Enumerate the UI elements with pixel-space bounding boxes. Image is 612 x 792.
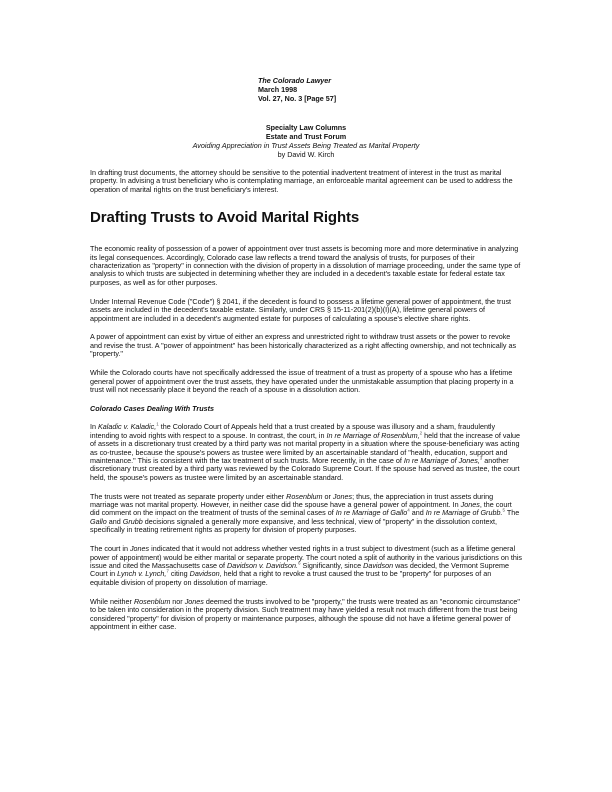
text: In xyxy=(90,422,98,432)
paragraph-8 xyxy=(90,598,522,632)
issue-date: March 1998 xyxy=(258,85,298,94)
paragraph-6 xyxy=(90,493,522,535)
text: the Colorado Court of Appeals held that a trust created by a spouse was illusory and a sham, fraudulently intending to avoid rights with respect to a spouse. In contrast, the court, in xyxy=(90,422,496,440)
publication-name: The Colorado Lawyer xyxy=(258,76,332,85)
paragraph-5 xyxy=(90,423,522,482)
footnote-ref[interactable]: 3 xyxy=(479,455,483,461)
text: and xyxy=(409,508,426,518)
case-citation: Kaladic v. Kaladic, xyxy=(98,422,157,432)
article-title: Drafting Trusts to Avoid Marital Rights xyxy=(90,209,360,227)
paragraph-2: Under Internal Revenue Code ("Code") § 2041, if the decedent is found to possess a lifetime general power of appointment, the trust assets are included in the decedent's taxable estate. Similarly, under CRS § 15-11-201(2)(b)(I)(A), lifetime general powers of appointment are included in a decedent's augmented estate for purposes of calculating a spouse's elective share rights. xyxy=(90,296,512,323)
text: indicated that it would not address whether vested rights in a trust subject to divestment (such as a lifetime general power of appointment) would be either marital or separate property. The court noted a split of authority in the various jurisdictions on this issue and cited the Massachusetts case of xyxy=(90,544,523,570)
text: ; thus, the appreciation in trust assets during marriage was not marital property. However, in neither case did the spouse have a general power of appointment. In xyxy=(90,491,494,510)
case-citation: Grubb xyxy=(122,516,143,526)
forum-name: Estate and Trust Forum xyxy=(265,132,347,141)
section-name: Specialty Law Columns xyxy=(265,123,347,132)
case-citation: Davidson xyxy=(363,561,394,570)
case-citation: Jones xyxy=(332,491,353,501)
text: another discretionary trust created by a third party was reviewed by the Colorado Supreme Court. If the spouse had served as trustee, the court held, the spouse's powers as trustee were limited by an ascertainable standard. xyxy=(90,455,520,482)
case-citation: Lynch v. Lynch, xyxy=(117,569,167,579)
case-citation: Jones xyxy=(184,596,204,606)
case-citation: Gallo xyxy=(90,516,107,526)
case-citation: In re Marriage of Gallo xyxy=(335,508,408,518)
case-citation: In re Marriage of Grubb. xyxy=(425,508,503,518)
text: and xyxy=(106,516,123,526)
footnote-ref[interactable]: 1 xyxy=(156,421,159,427)
article-subtitle: Avoiding Appreciation in Trust Assets Being Treated as Marital Property xyxy=(192,141,420,150)
text: nor xyxy=(170,596,185,606)
section-heading: Colorado Cases Dealing With Trusts xyxy=(90,403,215,413)
article-body xyxy=(90,169,522,642)
text: The xyxy=(504,508,520,518)
footnote-ref[interactable]: 2 xyxy=(419,430,423,436)
text: The court in xyxy=(90,544,130,554)
text: was decided, the Vermont Supreme Court in xyxy=(90,561,509,579)
intro-paragraph: In drafting trust documents, the attorney should be sensitive to the potential inadvertent treatment of interest in the trust as marital property. In advising a trust beneficiary who is contemplating marriage, an enforceable marital agreement can be used to address the operation of marital rights on the trust beneficiary's interest. xyxy=(90,168,513,194)
footnote-ref[interactable]: 6 xyxy=(298,560,301,566)
case-citation: In re Marriage of Rosenblum, xyxy=(326,430,420,440)
text: The trusts were not treated as separate property under either xyxy=(90,491,287,501)
text: held that the increase of value of assets in a discretionary trust created by a third party was not marital property in a situation where the spouse-beneficiary was acting as co-trustee, because the spouse's powers as trustee were limited by an ascertainable standard of "health, education, support and maintenance." This is consistent with the tax treatment of such trusts. More recently, in the case of xyxy=(90,430,521,465)
footnote-ref[interactable]: 7 xyxy=(166,569,169,575)
case-citation: Rosenblum xyxy=(286,491,323,501)
text: citing xyxy=(168,569,190,579)
text: Significantly, since xyxy=(300,561,364,570)
masthead xyxy=(258,76,336,103)
paragraph-4: While the Colorado courts have not specifically addressed the issue of treatment of a trust as property of a spouse who has a lifetime general power of appointment over the trust assets, they have operated under the unmistakable assumption that placing property in a trust will not necessarily place it beyond the reach of a spouse in a dissolution action. xyxy=(90,368,514,394)
text: or xyxy=(322,491,333,501)
case-citation: Jones xyxy=(129,544,150,554)
article-header xyxy=(0,123,612,159)
text: deemed the trusts involved to be "property," the trusts were treated as an "economic circumstance" to be taken into consideration in the property division. Such treatment may have yielded a result not much different from the trust being considered "property" for division of property or maintenance purposes, although the spouse did not have a lifetime general power of appointment in either case. xyxy=(90,596,520,631)
paragraph-7 xyxy=(90,545,522,587)
footnote-ref[interactable]: 5 xyxy=(502,508,505,514)
text: While neither xyxy=(90,596,134,606)
byline: by David W. Kirch xyxy=(277,150,335,159)
volume-info: Vol. 27, No. 3 [Page 57] xyxy=(258,94,337,103)
case-citation: Davidson v. Davidson. xyxy=(227,561,299,570)
case-citation: In re Marriage of Jones, xyxy=(403,455,480,465)
case-citation: Jones xyxy=(460,500,480,510)
text: , held that a right to revoke a trust caused the trust to be "property" for purposes of an equitable division of property on dissolution of marriage. xyxy=(90,569,492,587)
text: , the court did comment on the impact on the treatment of trusts of the seminal cases of xyxy=(90,500,512,518)
case-citation: Davidson xyxy=(189,569,220,579)
paragraph-1: The economic reality of possession of a power of appointment over trust assets is becoming more and more determinative in analyzing its legal consequences. Accordingly, Colorado case law reflects a trend toward the analysis of trusts, for purposes of their characterization as "property" in connection with the division of property in a dissolution of marriage proceeding, under the same type of analysis to which trusts are subjected in determining whether they are included in a decedent's taxable estate for federal estate tax purposes, as well as for other purposes. xyxy=(90,244,521,287)
text: decisions signaled a generally more expansive, and less technical, view of "property" in the dissolution context, specifically in treating retirement rights as property for division of property purposes. xyxy=(90,516,498,535)
case-citation: Rosenblum xyxy=(133,596,171,606)
footnote-ref[interactable]: 4 xyxy=(407,508,410,514)
paragraph-3: A power of appointment can exist by virtue of either an express and unrestricted right to withdraw trust assets or the power to revoke and revise the trust. A "power of appointment" has been historically characterized as a right affecting ownership, and not technically as "property." xyxy=(90,332,517,359)
